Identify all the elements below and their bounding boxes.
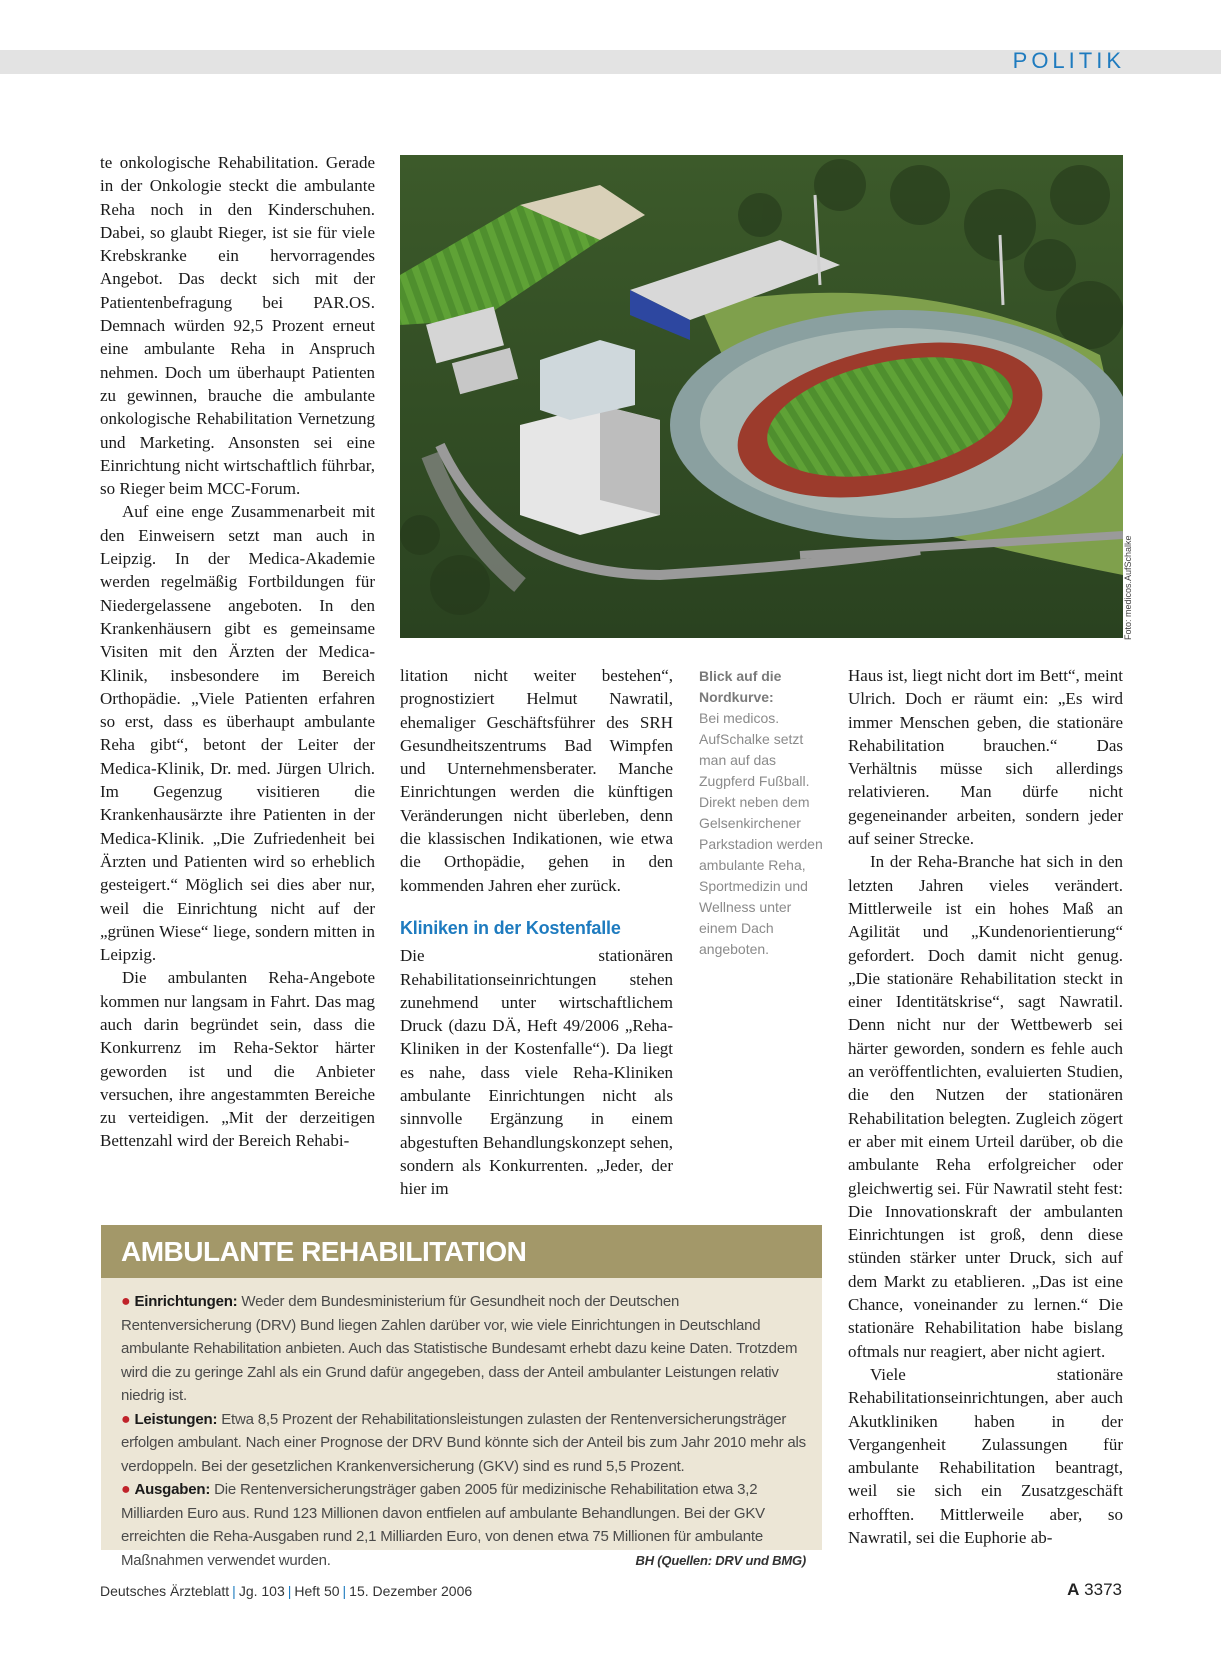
info-box (101, 1225, 822, 1569)
photo-caption (699, 666, 829, 960)
issue-date: 15. Dezember 2006 (349, 1583, 473, 1599)
info-item-lead: Einrichtungen: (134, 1293, 238, 1310)
info-item-text: Die Rentenversicherungsträger gaben 2005 für medizinische Rehabilitation etwa 3,2 Milliarden Euro aus. Rund 123 Millionen davon entfielen auf ambulante Behandlungen. Bei der GKV erreichten die Reha-Ausgaben rund 2,1 Milliarden Euro, von denen etwa 75 Millionen für ambulante Maßnahmen verwendet wurden. (121, 1481, 765, 1569)
paragraph: Haus ist, liegt nicht dort im Bett“, meint Ulrich. Doch er räumt ein: „Es wird immer Menschen geben, die stationäre Rehabilitation brauchen.“ Das Verhältnis müsse sich allerdings relativieren. Man dürfe nicht gegeneinander arbeiten, sondern jeder auf seiner Strecke. (848, 666, 1123, 849)
volume: Jg. 103 (238, 1583, 285, 1599)
separator: | (342, 1583, 347, 1599)
info-item-lead: Ausgaben: (134, 1481, 211, 1498)
info-item (121, 1478, 806, 1572)
bullet-icon: ● (121, 1481, 131, 1498)
bullet-icon: ● (121, 1410, 131, 1428)
caption-text: Bei medicos. AufSchalke setzt man auf das Zugpferd Fußball. Direkt neben dem Gelsenkirchener Parkstadion werden ambulante Reha, Sportmedizin und Wellness unter einem Dach angeboten. (699, 710, 823, 957)
paragraph: Die ambulanten Reha-Angebote kommen nur langsam in Fahrt. Das mag auch darin begründet sein, dass die Konkurrenz im Reha-Sektor härter geworden ist und die Anbieter versuchen, ihre angestammten Bereiche zu verteidigen. „Mit der derzeitigen Bettenzahl wird der Bereich Rehabi- (100, 968, 375, 1151)
info-item (121, 1408, 806, 1479)
journal-name: Deutsches Ärzteblatt (100, 1583, 230, 1599)
subheading: Kliniken in der Kostenfalle (400, 917, 621, 938)
paragraph: Viele stationäre Rehabilitationseinrichtungen, aber auch Akutkliniken haben in der Vergangenheit Zulassungen für ambulante Rehabilitation beantragt, weil sie sich ein Zusatzgeschäft erhofften. Mittlerweile aber, so Nawratil, sei die Euphorie ab- (848, 1364, 1123, 1547)
aerial-photo (400, 155, 1123, 638)
info-source: BH (Quellen: DRV und BMG) (635, 1552, 806, 1568)
paragraph: te onkologische Rehabilitation. Gerade in der Onkologie steckt die ambulante Reha noch in den Kinderschuhen. Dabei, so glaubt Rieger, ist sie für viele Krebskranke ein hervorragendes Angebot. Das deckt sich mit der Patientenbefragung bei PAR.OS. Demnach würden 92,5 Prozent erneut eine ambulante Reha in Anspruch nehmen. Doch um überhaupt Patienten zu gewinnen, brauche die ambulante onkologische Rehabilitation Vernetzung und Marketing. Ansonsten sei eine Einrichtung nicht wirtschaftlich führbar, so Rieger beim MCC-Forum. (100, 153, 375, 499)
page-number-value: 3373 (1084, 1580, 1122, 1599)
paragraph: litation nicht weiter bestehen“, prognostiziert Helmut Nawratil, ehemaliger Geschäftsführer des SRH Gesundheitszentrums Bad Wimpfen und Unternehmensberater. Manche Einrichtungen werden die künftigen Veränderungen nicht überleben, denn die klassischen Indikationen, wie etwa die Orthopädie, gehen in den kommenden Jahren eher zurück. (400, 666, 673, 895)
info-item-text: Weder dem Bundesministerium für Gesundheit noch der Deutschen Rentenversicherung (DRV) Bund liegen Zahlen darüber vor, wie viele Einrichtungen in Deutschland ambulante Rehabilitation anbieten. Auch das Statistische Bundesamt erhebt dazu keine Daten. Trotzdem wird die zu geringe Zahl als ein Grund dafür angegeben, dass der Anteil ambulanter Leistungen relativ niedrig ist. (121, 1293, 798, 1404)
caption-title: Blick auf die Nordkurve: (699, 668, 782, 705)
paragraph: Auf eine enge Zusammenarbeit mit den Einweisern setzt man auch in Leipzig. In der Medica-Akademie werden regelmäßig Fortbildungen für Niedergelassene angeboten. In den Krankenhäusern gibt es gemeinsame Visiten mit den Ärzten der Medica-Klinik, insbesondere im Bereich Orthopädie. „Viele Patienten erfahren so erst, dass es überhaupt ambulante Reha gibt“, betont der Leiter der Medica-Klinik, Dr. med. Jürgen Ulrich. Im Gegenzug visitieren die Krankenhausärzte ihre Patienten in der Medica-Klinik. „Die Zufriedenheit bei Ärzten und Patienten wird so erheblich gesteigert.“ Möglich sei dies aber nur, weil die Einrichtung nicht auf der „grünen Wiese“ liege, sondern mitten in Leipzig. (100, 502, 375, 965)
info-box-body (101, 1278, 822, 1572)
separator: | (287, 1583, 292, 1599)
stadium-aerial-image (400, 155, 1123, 638)
page-prefix: A (1067, 1580, 1080, 1599)
info-box-title: AMBULANTE REHABILITATION (101, 1225, 822, 1278)
info-item-lead: Leistungen: (134, 1410, 218, 1428)
issue: Heft 50 (294, 1583, 340, 1599)
paragraph: Die stationären Rehabilitationseinrichtungen stehen zunehmend unter wirtschaftlichem Druck (dazu DÄ, Heft 49/2006 „Reha-Kliniken in der Kostenfalle“). Da liegt es nahe, dass viele Reha-Kliniken ambulante Einrichtungen nicht als sinnvolle Ergänzung in einem abgestuften Behandlungskonzept sehen, sondern als Konkurrenten. „Jeder, der hier im (400, 946, 673, 1199)
separator: | (232, 1583, 236, 1599)
footer-citation (100, 1583, 472, 1599)
info-item-text: Etwa 8,5 Prozent der Rehabilitationsleistungen zulasten der Rentenversicherungsträger erfolgen ambulant. Nach einer Prognose der DRV Bund könnte sich der Anteil bis zum Jahr 2010 mehr als verdoppeln. Bei der gesetzlichen Krankenversicherung (GKV) sind es rund 5,5 Prozent. (121, 1410, 806, 1475)
info-item (121, 1290, 806, 1408)
page-number (1067, 1580, 1122, 1600)
bullet-icon: ● (121, 1293, 131, 1310)
article-column-3 (848, 664, 1123, 1549)
article-column-2 (400, 664, 673, 1201)
paragraph: In der Reha-Branche hat sich in den letzten Jahren vieles verändert. Mittlerweile ist ein hohes Maß an Agilität und „Kundenorientierung“ gefordert. Doch damit nicht genug. „Die stationäre Rehabilitation steckt in einer Identitätskrise“, sagt Nawratil. Denn nicht nur der Wettbewerb sei härter geworden, sondern es fehle auch an veröffentlichten, evaluierten Studien, die den Nutzen der stationären Rehabilitation belegten. Zugleich zögert er aber mit einem Urteil darüber, ob die ambulante Reha erfolgreicher oder gleichwertig sei. Für Nawratil steht fest: Die Innovationskraft der ambulanten Einrichtungen ist groß, denn diese stünden stärker unter Druck, sich auf dem Markt zu etablieren. „Das ist eine Chance, voneinander zu lernen.“ Die stationäre Rehabilitation habe bislang oftmals nur reagiert, aber nicht agiert. (848, 852, 1123, 1361)
section-label: POLITIK (1012, 48, 1125, 73)
article-column-1 (100, 151, 375, 1153)
